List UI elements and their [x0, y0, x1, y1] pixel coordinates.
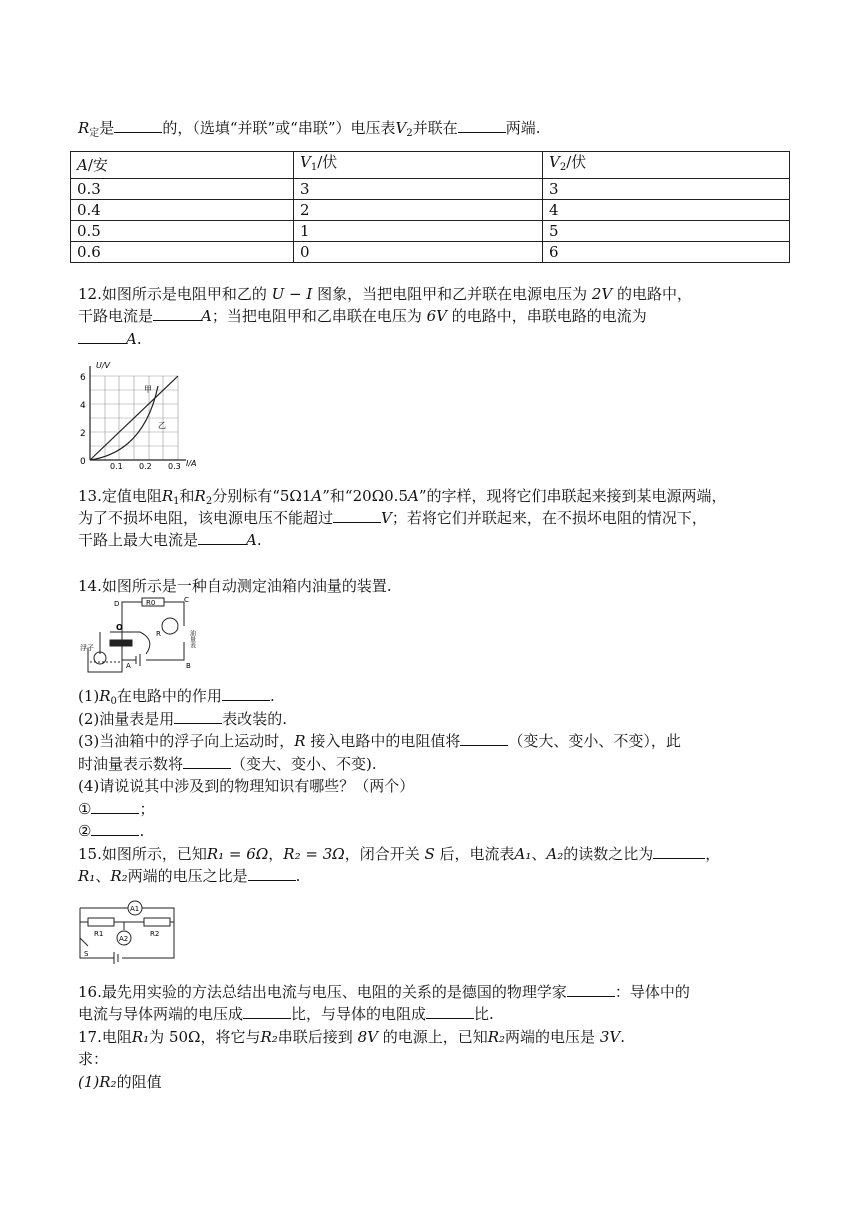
- q14-part-2: (2)油量表是用 表改装的.: [78, 710, 288, 728]
- table-header-cell: $V_1/$伏: [294, 152, 543, 179]
- svg-text:6: 6: [80, 373, 86, 383]
- q11-line: [78, 118, 541, 144]
- q11-blank-1[interactable]: [114, 118, 162, 133]
- q14-title: 14.如图所示是一种自动测定油箱内油量的装置.: [78, 577, 392, 595]
- q15-line-2: R₁、R₂两端的电压之比是 .: [78, 867, 301, 885]
- table-header-cell: A/安: [71, 152, 294, 179]
- q12-line-3: A.: [78, 329, 142, 349]
- table-cell: 2: [294, 200, 543, 221]
- svg-text:0.3: 0.3: [168, 462, 181, 471]
- q11-text-b: 的，（选填“并联”或“串联”）电压表: [162, 119, 396, 137]
- q12-line-2: 干路电流是 A；当把电阻甲和乙串联在电压为 6V 的电路中，串联电路的电流为: [78, 307, 647, 325]
- svg-text:2: 2: [80, 429, 86, 439]
- svg-text:U/V: U/V: [96, 361, 111, 370]
- svg-text:R: R: [156, 630, 161, 638]
- svg-text:I/A: I/A: [186, 459, 197, 468]
- q14-blank-1[interactable]: [222, 686, 270, 701]
- q15-blank-2[interactable]: [248, 866, 296, 881]
- q11-text-c: 并联在: [412, 119, 458, 137]
- svg-text:R0: R0: [146, 599, 156, 607]
- q12-blank-1[interactable]: [153, 306, 201, 321]
- svg-text:0: 0: [80, 457, 86, 467]
- svg-text:A2: A2: [119, 935, 129, 943]
- svg-text:0.1: 0.1: [110, 462, 123, 471]
- table-cell: 1: [294, 221, 543, 242]
- svg-text:C: C: [184, 596, 189, 604]
- q16-line-2: 电流与导体两端的电压成 比，与导体的电阻成 比.: [78, 1005, 494, 1023]
- q12-blank-2[interactable]: [78, 329, 126, 344]
- q15-blank-1[interactable]: [653, 844, 705, 859]
- svg-text:S: S: [84, 950, 89, 958]
- svg-text:甲: 甲: [144, 385, 152, 394]
- q14-part-1: $(1)R_0$在电路中的作用 .: [78, 687, 275, 707]
- q14-blank-3[interactable]: [460, 731, 508, 746]
- svg-text:0.2: 0.2: [139, 462, 152, 471]
- q12-ui-graph: [74, 356, 214, 472]
- svg-text:A1: A1: [130, 905, 140, 913]
- q14-blank-6[interactable]: [91, 821, 139, 836]
- q16-blank-1[interactable]: [567, 982, 615, 997]
- table-header-cell: $V_2/$伏: [543, 152, 790, 179]
- svg-text:油量表: 油量表: [188, 630, 196, 648]
- table-cell: 3: [543, 179, 790, 200]
- table-cell: 0: [294, 242, 543, 263]
- svg-text:乙: 乙: [158, 421, 166, 430]
- q11-v-symbol: V: [395, 119, 407, 137]
- table-cell: 0.3: [71, 179, 294, 200]
- q14-answer-1: ① ；: [78, 800, 155, 818]
- svg-text:R2: R2: [150, 930, 160, 938]
- q14-part-4: (4)请说说其中涉及到的物理知识有哪些？（两个）: [78, 777, 415, 795]
- q11-blank-2[interactable]: [458, 118, 506, 133]
- table-header-row: [71, 152, 790, 179]
- svg-text:O: O: [116, 623, 123, 632]
- q14-blank-4[interactable]: [183, 754, 231, 769]
- q12-line-1: 12.如图所示是电阻甲和乙的 U − I 图象，当把电阻甲和乙并联在电源电压为 2V 的电路中，: [78, 285, 693, 303]
- q14-oil-gauge-diagram: [80, 596, 220, 676]
- table-cell: 3: [294, 179, 543, 200]
- q17-line-3: (1)R₂的阻值: [78, 1073, 162, 1091]
- q11-r-sub: 定: [89, 128, 100, 139]
- table-cell: 5: [543, 221, 790, 242]
- q13-blank-2[interactable]: [198, 530, 246, 545]
- q17-line-1: 17.电阻R₁为 50Ω，将它与R₂串联后接到 8V 的电源上，已知R₂两端的电压是 3V.: [78, 1028, 625, 1046]
- q15-circuit-diagram: [74, 894, 184, 966]
- q13-line-2: 为了不损坏电阻，该电源电压不能超过 V；若将它们并联起来，在不损坏电阻的情况下，: [78, 509, 707, 527]
- q11-r-symbol: R: [78, 119, 90, 137]
- q15-line-1: 15.如图所示，已知R₁ = 6Ω，R₂ = 3Ω，闭合开关 S 后，电流表A₁、A₂的读数之比为 ，: [78, 845, 721, 863]
- table-cell: 4: [543, 200, 790, 221]
- table-cell: 0.4: [71, 200, 294, 221]
- q16-line-1: 16.最先用实验的方法总结出电流与电压、电阻的关系的是德国的物理学家 ：导体中的: [78, 983, 690, 1001]
- table-cell: 0.6: [71, 242, 294, 263]
- svg-text:D: D: [114, 600, 120, 608]
- svg-text:R1: R1: [94, 930, 104, 938]
- svg-text:A: A: [126, 662, 131, 670]
- q17-line-2: 求：: [78, 1050, 109, 1068]
- svg-text:B: B: [186, 662, 191, 670]
- q11-text-d: 两端.: [505, 119, 541, 137]
- table-cell: 0.5: [71, 221, 294, 242]
- q13-blank-1[interactable]: [333, 508, 381, 523]
- table-row: [71, 200, 790, 221]
- q14-part-3: (3)当油箱中的浮子向上运动时，R 接入电路中的电阻值将 （变大、变小、不变），此: [78, 732, 681, 750]
- q13-line-3: 干路上最大电流是 A.: [78, 531, 262, 549]
- svg-text:浮子: 浮子: [80, 644, 94, 652]
- q14-blank-5[interactable]: [91, 799, 139, 814]
- q14-answer-2: ② .: [78, 822, 145, 840]
- svg-text:4: 4: [80, 401, 86, 411]
- q11-text-a: 是: [99, 119, 115, 137]
- q11-data-table: [70, 151, 790, 263]
- q13-line-1: 13.定值电阻$R_1$和$R_2$分别标有“5Ω1A”和“20Ω0.5A”的字样，现将它们串联起来接到某电源两端，: [78, 487, 727, 507]
- table-row: [71, 179, 790, 200]
- table-row: [71, 242, 790, 263]
- table-row: [71, 221, 790, 242]
- q14-part-3-cont: 时油量表示数将 （变大、变小、不变).: [78, 755, 377, 773]
- q11-v-sub: 2: [406, 128, 413, 139]
- q16-blank-2[interactable]: [243, 1004, 291, 1019]
- q16-blank-3[interactable]: [426, 1004, 474, 1019]
- q14-blank-2[interactable]: [174, 709, 222, 724]
- table-cell: 6: [543, 242, 790, 263]
